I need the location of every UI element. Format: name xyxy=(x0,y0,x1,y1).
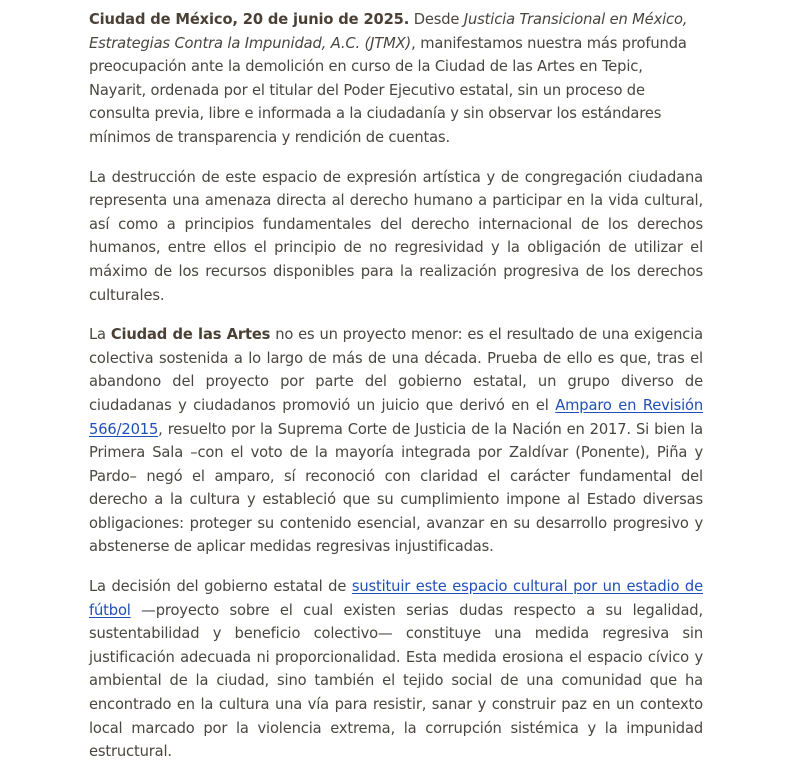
organization-name: Justicia Transicional en México, Estrategias Contra la Impunidad, A.C. (JTMX) xyxy=(89,11,688,52)
stadium-lead-text: La decisión del gobierno estatal de xyxy=(89,578,352,596)
stadium-substitution-link[interactable]: sustituir este espacio cultural por un estadio de fútbol xyxy=(89,578,703,619)
paragraph-stadium xyxy=(89,575,703,764)
amparo-mid-text: no es un proyecto menor: es el resultado de una exigencia colectiva sostenida a lo largo de más de una década. Prueba de ello es que, tras el abandono del proyecto por parte del gobierno estatal, un grupo diverso de ciudadanas y ciudadanos promovió un juicio que derivó en el xyxy=(89,326,704,414)
cultural-rights-text: La destrucción de este espacio de expresión artística y de congregación ciudadana representa una amenaza directa al derecho humano a participar en la vida cultural, así como a principios fundamentales del derecho internacional de los derechos humanos, entre ellos el principio de no regresividad y la obligación de utilizar el máximo de los recursos disponibles para la realización progresiva de los derechos culturales. xyxy=(89,168,703,304)
intro-body-text: , manifestamos nuestra más profunda preocupación ante la demolición en curso de la Ciudad de las Artes en Tepic, Nayarit, ordenada por el titular del Poder Ejecutivo estatal, sin un proceso de consulta previa, libre e informada a la ciudadanía y sin observar los estándares mínimos de transparencia y rendición de cuentas. xyxy=(89,34,687,146)
amparo-lead-text: La xyxy=(89,326,111,344)
amparo-rest-text: , resuelto por la Suprema Corte de Justicia de la Nación en 2017. Si bien la Primera Sala –con el voto de la mayoría integrada por Zaldívar (Ponente), Piña y Pardo– negó el amparo, sí reconoció con claridad el carácter fundamental del derecho a la cultura y estableció que su cumplimiento impone al Estado diversas obligaciones: proteger su contenido esencial, avanzar en su desarrollo progresivo y abstenerse de aplicar medidas regresivas injustificadas. xyxy=(89,420,703,556)
press-release-article xyxy=(89,8,703,780)
paragraph-amparo xyxy=(89,323,703,559)
intro-lead-text: Desde xyxy=(409,11,464,28)
paragraph-cultural-rights xyxy=(89,166,703,308)
amparo-revision-link[interactable]: Amparo en Revisión 566/2015 xyxy=(89,396,704,438)
paragraph-intro xyxy=(89,8,703,150)
dateline: Ciudad de México, 20 de junio de 2025. xyxy=(89,11,410,28)
stadium-rest-text: —proyecto sobre el cual existen serias dudas respecto a su legalidad, sustentabilidad y beneficio colectivo— constituye una medida regresiva sin justificación adecuada ni proporcionalidad. Esta medida erosiona el espacio cívico y ambiental de la ciudad, sino también el tejido social de una comunidad que ha encontrado en la cultura una vía para resistir, sanar y construir paz en un contexto local marcado por la violencia extrema, la corrupción sistémica y la impunidad estructural. xyxy=(89,601,703,761)
ciudad-de-las-artes-bold: Ciudad de las Artes xyxy=(110,326,271,344)
